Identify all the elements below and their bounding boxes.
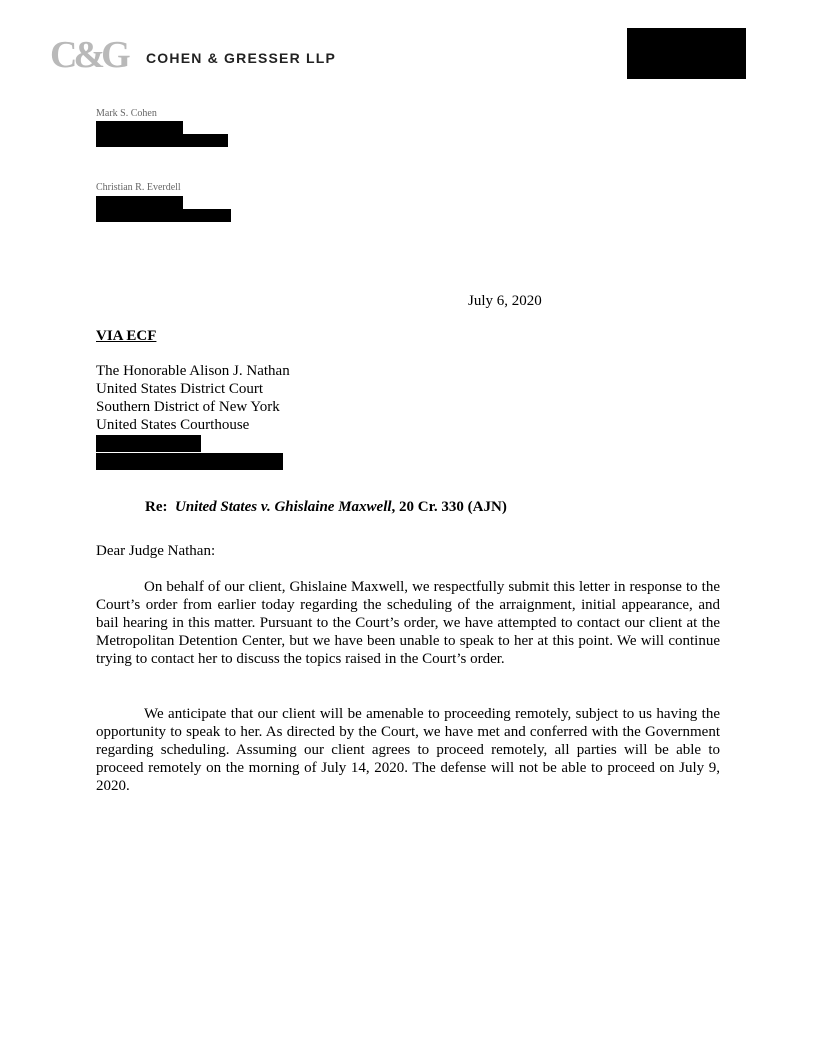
- case-name: United States v. Ghislaine Maxwell: [175, 499, 392, 515]
- recipient-line: United States District Court: [96, 381, 264, 397]
- redaction-block: [96, 435, 201, 452]
- firm-name: COHEN & GRESSER LLP: [146, 50, 337, 66]
- redaction-block: [96, 196, 183, 209]
- recipient-line: Southern District of New York: [96, 399, 280, 415]
- body-paragraph: We anticipate that our client will be amenable to proceeding remotely, subject to us having the opportunity to speak to her. As directed by the Court, we have met and conferred with the Government regarding scheduling. Assuming our client agrees to proceed remotely, all parties will be able to proceed remotely on the morning of July 14, 2020. The defense will not be able to proceed on July 9, 2020.: [96, 706, 720, 794]
- recipient-line: The Honorable Alison J. Nathan: [96, 363, 290, 379]
- redaction-block: [96, 121, 183, 134]
- redaction-block: [96, 453, 283, 470]
- redaction-block: [96, 209, 231, 222]
- redaction-block: [627, 28, 746, 79]
- salutation: Dear Judge Nathan:: [96, 543, 216, 559]
- letter-date: July 6, 2020: [468, 293, 542, 309]
- re-label: Re:: [145, 499, 168, 515]
- recipient-address: [96, 362, 290, 434]
- attorney-name: Mark S. Cohen: [96, 108, 157, 119]
- firm-logo: C&G: [50, 34, 127, 76]
- re-line: [145, 499, 507, 516]
- case-number: , 20 Cr. 330 (AJN): [391, 499, 507, 515]
- delivery-method: VIA ECF: [96, 328, 157, 344]
- redaction-block: [96, 134, 228, 147]
- body-paragraph: On behalf of our client, Ghislaine Maxwell, we respectfully submit this letter in response to the Court’s order from earlier today regarding the scheduling of the arraignment, initial appearance, and bail hearing in this matter. Pursuant to the Court’s order, we have attempted to contact our client at the Metropolitan Detention Center, but we have been unable to speak to her at this point. We will continue trying to contact her to discuss the topics raised in the Court’s order.: [96, 579, 720, 667]
- attorney-name: Christian R. Everdell: [96, 182, 181, 193]
- recipient-line: United States Courthouse: [96, 417, 250, 433]
